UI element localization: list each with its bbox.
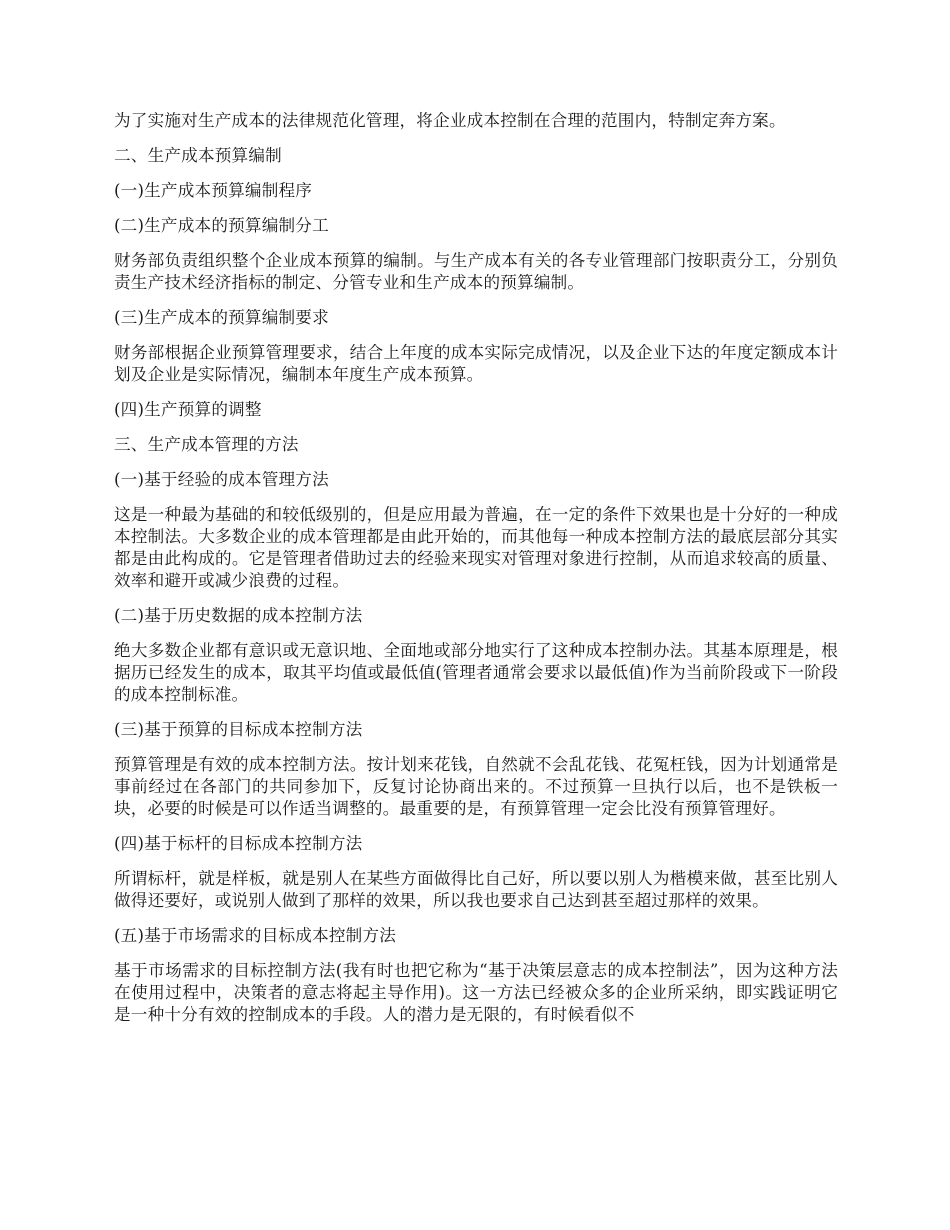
subheading-budget-requirements: (三)生产成本的预算编制要求 (114, 308, 329, 327)
subheading-budget-procedure: (一)生产成本预算编制程序 (114, 181, 313, 200)
paragraph-experience-method: 这是一种最为基础的和较低级别的，但是应用最为普遍，在一定的条件下效果也是十分好的一种成本控制法。大多数企业的成本管理都是由此开始的，而其他每一种成本控制方法的最底层部分其实都是由此构成的。它是管理者借助过去的经验来现实对管理对象进行控制，从而追求较高的质量、效率和避开或减少浪费的过程。 (114, 505, 838, 590)
paragraph-budget-target-method: 预算管理是有效的成本控制方法。按计划来花钱，自然就不会乱花钱、花冤枉钱，因为计划通常是事前经过在各部门的共同参加下，反复讨论协商出来的。不过预算一旦执行以后，也不是铁板一块，必要的时候是可以作适当调整的。最重要的是，有预算管理一定会比没有预算管理好。 (114, 755, 838, 818)
subheading-budget-adjustment: (四)生产预算的调整 (114, 400, 262, 419)
subheading-benchmark-method: (四)基于标杆的目标成本控制方法 (114, 834, 363, 853)
paragraph-historical-method: 绝大多数企业都有意识或无意识地、全面地或部分地实行了这种成本控制办法。其基本原理是，根据历已经发生的成本，取其平均值或最低值(管理者通常会要求以最低值)作为当前阶段或下一阶段的成本控制标准。 (114, 641, 838, 704)
paragraph-market-method: 基于市场需求的目标控制方法(我有时也把它称为“基于决策层意志的成本控制法”，因为这种方法在使用过程中，决策者的意志将起主导作用)。这一方法已经被众多的企业所采纳，即实践证明它是一种十分有效的控制成本的手段。人的潜力是无限的，有时候看似不 (114, 961, 838, 1024)
subheading-experience-method: (一)基于经验的成本管理方法 (114, 470, 329, 489)
subheading-budget-target-method: (三)基于预算的目标成本控制方法 (114, 720, 363, 739)
section-heading-methods: 三、生产成本管理的方法 (114, 435, 299, 454)
paragraph-budget-requirements: 财务部根据企业预算管理要求，结合上年度的成本实际完成情况，以及企业下达的年度定额成本计划及企业是实际情况，编制本年度生产成本预算。 (114, 343, 838, 384)
subheading-market-method: (五)基于市场需求的目标成本控制方法 (114, 926, 397, 945)
subheading-budget-division: (二)生产成本的预算编制分工 (114, 216, 329, 235)
intro-paragraph: 为了实施对生产成本的法律规范化管理，将企业成本控制在合理的范围内，特制定奔方案。 (114, 111, 786, 130)
paragraph-benchmark-method: 所谓标杆，就是样板，就是别人在某些方面做得比自己好，所以要以别人为楷模来做，甚至比别人做得还要好，或说别人做到了那样的效果，所以我也要求自己达到甚至超过那样的效果。 (114, 869, 838, 910)
subheading-historical-method: (二)基于历史数据的成本控制方法 (114, 606, 363, 625)
section-heading-budget: 二、生产成本预算编制 (114, 146, 282, 165)
paragraph-budget-division: 财务部负责组织整个企业成本预算的编制。与生产成本有关的各专业管理部门按职责分工，分别负责生产技术经济指标的制定、分管专业和生产成本的预算编制。 (114, 251, 838, 292)
